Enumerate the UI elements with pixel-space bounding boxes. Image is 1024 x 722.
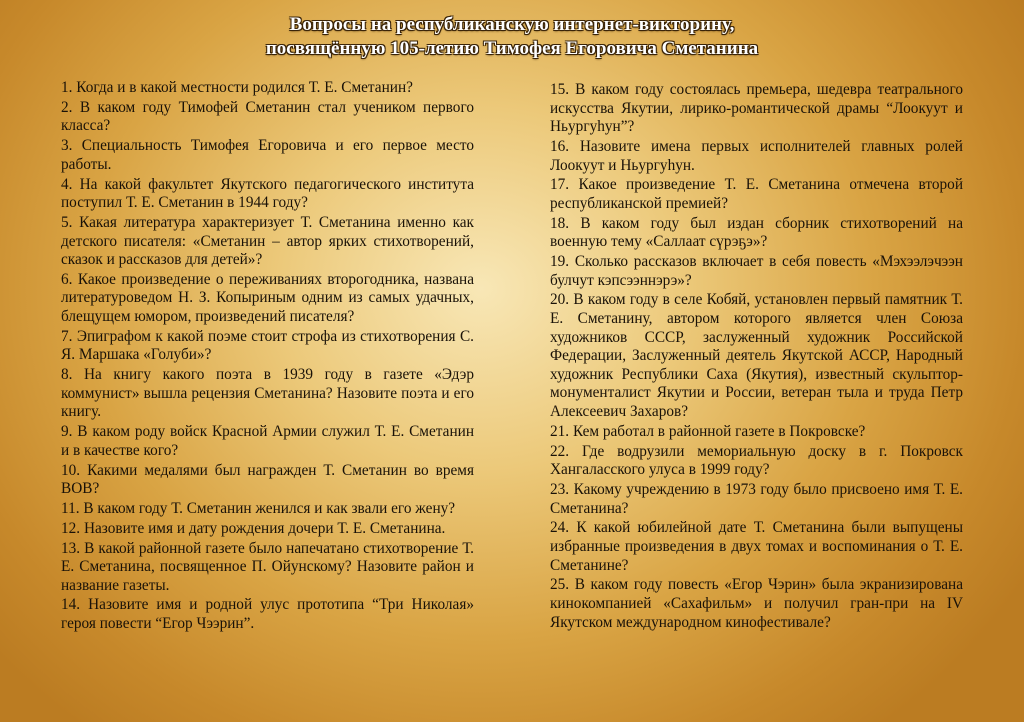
question-24: 24. К какой юбилейной дате Т. Сметанина были выпущены избранные произведения в двух томах и воспоминания о Т. Е. Сметанине? (550, 519, 963, 574)
question-25: 25. В каком году повесть «Егор Чэрин» была экранизирована кинокомпанией «Сахафильм» и получил гран-при на IV Якутском международном кинофестивале? (550, 576, 963, 631)
question-10: 10. Какими медалями был награжден Т. Сметанин во время ВОВ? (61, 461, 474, 498)
page-title (0, 13, 1024, 61)
question-5: 5. Какая литература характеризует Т. Сметанина именно как детского писателя: «Сметанин – автор ярких стихотворений, сказок и рассказов для детей»? (61, 213, 474, 269)
question-13: 13. В какой районной газете было напечатано стихотворение Т. Е. Сметанина, посвященное П. Ойунскому? Назовите район и название газеты. (61, 539, 474, 594)
right-column (550, 81, 963, 632)
question-9: 9. В каком роду войск Красной Армии служил Т. Е. Сметанин и в качестве кого? (61, 423, 474, 459)
question-2: 2. В каком году Тимофей Сметанин стал учеником первого класса? (61, 98, 474, 135)
question-6: 6. Какое произведение о переживаниях второгодника, названа литературоведом Н. З. Копыриным одним из самых удачных, блещущем юмором, произведений писателя? (61, 270, 474, 326)
left-column (61, 79, 474, 634)
question-21: 21. Кем работал в районной газете в Покровске? (550, 422, 866, 440)
question-18: 18. В каком году был издан сборник стихотворений на военную тему «Саллаат сүрэҕэ»? (550, 214, 963, 251)
question-3: 3. Специальность Тимофея Егоровича и его первое место работы. (61, 137, 474, 173)
question-4: 4. На какой факультет Якутского педагогического института поступил Т. Е. Сметанин в 1944 году? (61, 175, 474, 212)
question-22: 22. Где водрузили мемориальную доску в г. Покровск Хангаласского улуса в 1999 году? (550, 442, 963, 479)
title-line-1: Вопросы на республиканскую интернет-викторину, (289, 14, 735, 35)
question-15: 15. В каком году состоялась премьера, шедевра театрального искусства Якутии, лирико-романтической драмы “Лоокуут и Ньургуһун”? (550, 81, 963, 136)
question-16: 16. Назовите имена первых исполнителей главных ролей Лоокуут и Ньургуһун. (550, 137, 963, 174)
question-17: 17. Какое произведение Т. Е. Сметанина отмечена второй республиканской премией? (550, 176, 963, 212)
question-23: 23. Какому учреждению в 1973 году было присвоено имя Т. Е. Сметанина? (550, 480, 963, 517)
question-8: 8. На книгу какого поэта в 1939 году в газете «Эдэр коммунист» вышла рецензия Сметанина? Назовите поэта и его книгу. (61, 366, 474, 421)
title-line-2: посвящённую 105-летию Тимофея Егоровича Сметанина (265, 38, 759, 59)
question-11: 11. В каком году Т. Сметанин женился и как звали его жену? (61, 499, 456, 517)
question-1: 1. Когда и в какой местности родился Т. Е. Сметанин? (61, 79, 413, 96)
question-19: 19. Сколько рассказов включает в себя повесть «Мэхээлэчээн булчут кэпсээннэрэ»? (550, 253, 963, 289)
question-7: 7. Эпиграфом к какой поэме стоит строфа из стихотворения С. Я. Маршака «Голуби»? (61, 327, 474, 364)
question-20: 20. В каком году в селе Кобяй, установлен первый памятник Т. Е. Сметанину, автором которого является член Союза художников СССР, заслуженный художник Российской Федерации, Заслуженный деятель Якутской АССР, Народный художник Республики Саха (Якутия), известный скульптор-монументалист Якутии и России, ветеран тыла и труда Петр Алексеевич Захаров? (550, 291, 963, 421)
question-14: 14. Назовите имя и родной улус прототипа “Три Николая» героя повести “Егор Чээрин”. (61, 596, 474, 633)
question-12: 12. Назовите имя и дату рождения дочери Т. Е. Сметанина. (61, 519, 446, 537)
